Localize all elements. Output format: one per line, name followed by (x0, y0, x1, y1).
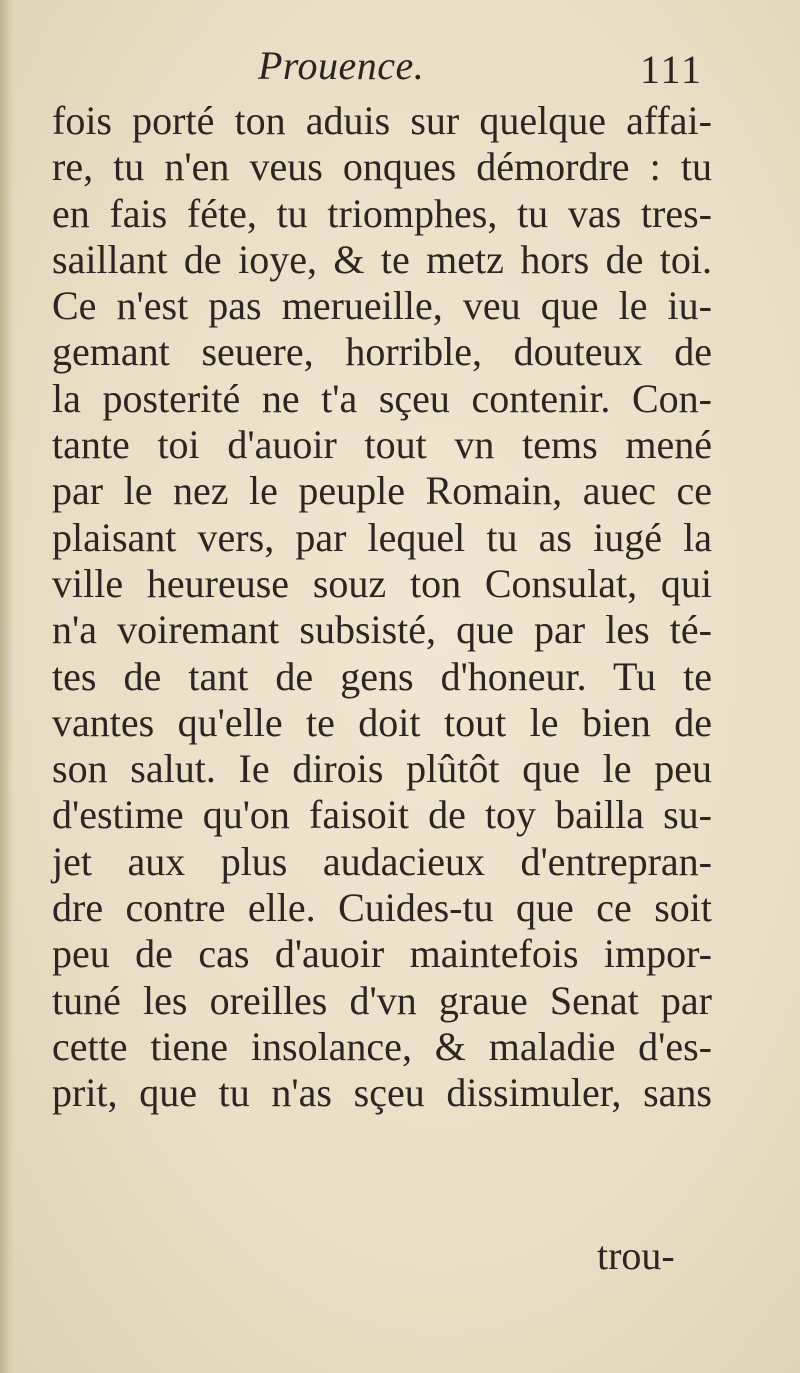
catchword: trou- (597, 1233, 675, 1278)
text-line: d'estime qu'on faisoit de toy bailla su- (52, 792, 712, 838)
text-line: fois porté ton aduis sur quelque affai- (52, 98, 712, 143)
text-line: tuné les oreilles d'vn graue Senat par (52, 977, 712, 1023)
text-line: saillant de ioye, & te metz hors de toi. (52, 236, 712, 282)
text-line: tes de tant de gens d'honeur. Tu te (52, 653, 712, 699)
page-number: 111 (640, 47, 704, 92)
text-line: Ce n'est pas merueille, veu que le iu- (52, 283, 712, 329)
text-line: peu de cas d'auoir maintefois impor- (52, 931, 712, 977)
running-head: Prouence. (258, 43, 425, 88)
text-line: plaisant vers, par lequel tu as iugé la (52, 514, 712, 560)
text-line: re, tu n'en veus onques démordre : tu (52, 144, 712, 190)
text-line: gemant seuere, horrible, douteux de (52, 329, 712, 375)
text-line: n'a voiremant subsisté, que par les té- (52, 607, 712, 653)
page-footer (0, 1232, 800, 1282)
page-gutter-shadow (0, 0, 14, 1373)
body-text (52, 98, 712, 1117)
text-line: en fais féte, tu triomphes, tu vas tres- (52, 190, 712, 236)
text-line: ville heureuse souz ton Consulat, qui (52, 560, 712, 606)
text-line: son salut. Ie dirois plûtôt que le peu (52, 746, 712, 792)
text-line: tante toi d'auoir tout vn tems mené (52, 422, 712, 468)
text-line: cette tiene insolance, & maladie d'es- (52, 1023, 712, 1069)
text-line: par le nez le peuple Romain, auec ce (52, 468, 712, 514)
text-line: la posterité ne t'a sçeu contenir. Con- (52, 375, 712, 421)
text-line: prit, que tu n'as sçeu dissimuler, sans (52, 1070, 712, 1116)
text-line: vantes qu'elle te doit tout le bien de (52, 699, 712, 745)
text-line: jet aux plus audacieux d'entrepran- (52, 838, 712, 884)
text-line: dre contre elle. Cuides-tu que ce soit (52, 885, 712, 931)
page-header (0, 42, 800, 102)
